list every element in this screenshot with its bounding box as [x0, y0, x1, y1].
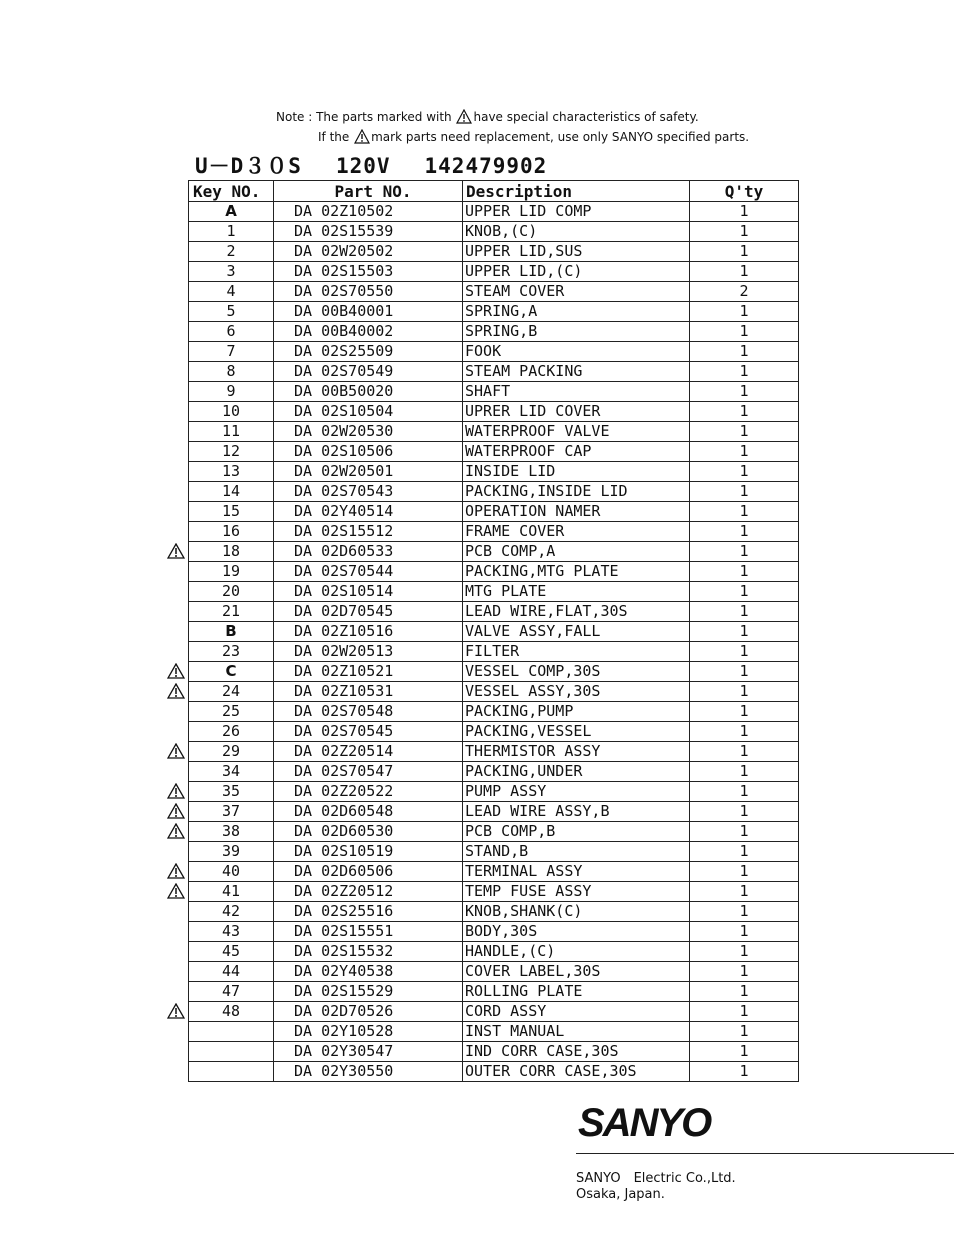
part-no-cell: DA 02S70550 — [274, 282, 463, 302]
part-no-cell: DA 02Z20512 — [274, 882, 463, 902]
model-name: U－D３０S — [195, 154, 302, 178]
key-no-cell: 10 — [189, 402, 274, 422]
description-cell: UPRER LID COVER — [463, 402, 690, 422]
warning-triangle-icon — [167, 863, 185, 879]
key-no-cell: 2 — [189, 242, 274, 262]
part-no-cell: DA 02S70543 — [274, 482, 463, 502]
note-line1-after: have special characteristics of safety. — [473, 110, 699, 124]
qty-cell: 1 — [690, 222, 799, 242]
part-no-cell: DA 02Z20514 — [274, 742, 463, 762]
note-line1-before: Note : The parts marked with — [276, 110, 456, 124]
key-no-cell: 8 — [189, 362, 274, 382]
header-qty: Q'ty — [690, 181, 799, 202]
description-cell: LEAD WIRE,FLAT,30S — [463, 602, 690, 622]
description-cell: PACKING,UNDER — [463, 762, 690, 782]
description-cell: PACKING,PUMP — [463, 702, 690, 722]
warning-triangle-icon — [354, 129, 370, 144]
key-no-cell: 14 — [189, 482, 274, 502]
svg-text:SANYO: SANYO — [578, 1101, 711, 1144]
description-cell: FILTER — [463, 642, 690, 662]
key-no-cell: B — [189, 622, 274, 642]
table-row — [189, 322, 799, 342]
key-no-cell: 45 — [189, 942, 274, 962]
description-cell: PACKING,INSIDE LID — [463, 482, 690, 502]
key-no-cell: 37 — [189, 802, 274, 822]
warning-triangle-icon — [456, 109, 472, 124]
key-no-cell — [189, 1042, 274, 1062]
table-row — [189, 982, 799, 1002]
qty-cell: 1 — [690, 762, 799, 782]
part-no-cell: DA 00B40001 — [274, 302, 463, 322]
table-row — [189, 902, 799, 922]
key-no-cell: 1 — [189, 222, 274, 242]
model-heading — [195, 150, 547, 180]
key-no-cell: 34 — [189, 762, 274, 782]
key-no-cell: C — [189, 662, 274, 682]
part-no-cell: DA 02S70547 — [274, 762, 463, 782]
key-no-cell: 3 — [189, 262, 274, 282]
safety-note-line-2 — [318, 129, 749, 144]
table-row — [189, 822, 799, 842]
qty-cell: 1 — [690, 722, 799, 742]
header-description: Description — [463, 181, 690, 202]
description-cell: FRAME COVER — [463, 522, 690, 542]
table-row — [189, 422, 799, 442]
part-no-cell: DA 02W20502 — [274, 242, 463, 262]
key-no-cell: 48 — [189, 1002, 274, 1022]
description-cell: SPRING,B — [463, 322, 690, 342]
part-no-cell: DA 02S25516 — [274, 902, 463, 922]
key-no-cell: 26 — [189, 722, 274, 742]
company-name: SANYO Electric Co.,Ltd. — [576, 1171, 736, 1186]
qty-cell: 1 — [690, 522, 799, 542]
safety-marks-column — [167, 180, 187, 1080]
parts-table-body — [189, 202, 799, 1082]
warning-triangle-icon — [167, 1003, 185, 1019]
qty-cell: 1 — [690, 502, 799, 522]
part-no-cell: DA 02S15551 — [274, 922, 463, 942]
warning-triangle-icon — [167, 803, 185, 819]
part-no-cell: DA 02D70545 — [274, 602, 463, 622]
description-cell: STAND,B — [463, 842, 690, 862]
description-cell: INSIDE LID — [463, 462, 690, 482]
qty-cell: 2 — [690, 282, 799, 302]
table-row — [189, 482, 799, 502]
table-row — [189, 542, 799, 562]
qty-cell: 1 — [690, 342, 799, 362]
part-no-cell: DA 02Z10502 — [274, 202, 463, 222]
key-no-cell: 44 — [189, 962, 274, 982]
part-no-cell: DA 02D60530 — [274, 822, 463, 842]
qty-cell: 1 — [690, 1022, 799, 1042]
part-no-cell: DA 00B40002 — [274, 322, 463, 342]
key-no-cell: 25 — [189, 702, 274, 722]
description-cell: WATERPROOF CAP — [463, 442, 690, 462]
part-no-cell: DA 02D60548 — [274, 802, 463, 822]
key-no-cell: 18 — [189, 542, 274, 562]
table-row — [189, 582, 799, 602]
table-row — [189, 622, 799, 642]
part-no-cell: DA 02W20501 — [274, 462, 463, 482]
table-row — [189, 502, 799, 522]
description-cell: HANDLE,(C) — [463, 942, 690, 962]
table-row — [189, 722, 799, 742]
qty-cell: 1 — [690, 362, 799, 382]
part-no-cell: DA 02D60533 — [274, 542, 463, 562]
table-row — [189, 782, 799, 802]
qty-cell: 1 — [690, 982, 799, 1002]
table-row — [189, 802, 799, 822]
description-cell: ROLLING PLATE — [463, 982, 690, 1002]
part-no-cell: DA 02S70544 — [274, 562, 463, 582]
table-row — [189, 342, 799, 362]
key-no-cell — [189, 1062, 274, 1082]
note-line2-after: mark parts need replacement, use only SANYO specified parts. — [371, 130, 750, 144]
qty-cell: 1 — [690, 662, 799, 682]
key-no-cell — [189, 1022, 274, 1042]
key-no-cell: 20 — [189, 582, 274, 602]
part-no-cell: DA 02S15503 — [274, 262, 463, 282]
part-no-cell: DA 02Z20522 — [274, 782, 463, 802]
part-no-cell: DA 02S10519 — [274, 842, 463, 862]
description-cell: UPPER LID,SUS — [463, 242, 690, 262]
key-no-cell: 12 — [189, 442, 274, 462]
header-part-no: Part NO. — [274, 181, 463, 202]
table-row — [189, 362, 799, 382]
part-no-cell: DA 02Y30550 — [274, 1062, 463, 1082]
table-row — [189, 1042, 799, 1062]
table-row — [189, 1022, 799, 1042]
warning-triangle-icon — [167, 883, 185, 899]
part-no-cell: DA 02Z10516 — [274, 622, 463, 642]
part-no-cell: DA 02Y10528 — [274, 1022, 463, 1042]
qty-cell: 1 — [690, 1042, 799, 1062]
table-row — [189, 282, 799, 302]
qty-cell: 1 — [690, 482, 799, 502]
qty-cell: 1 — [690, 802, 799, 822]
table-row — [189, 842, 799, 862]
qty-cell: 1 — [690, 922, 799, 942]
key-no-cell: 35 — [189, 782, 274, 802]
table-row — [189, 942, 799, 962]
parts-list-table — [188, 180, 799, 1082]
description-cell: WATERPROOF VALVE — [463, 422, 690, 442]
warning-triangle-icon — [167, 543, 185, 559]
description-cell: KNOB,SHANK(C) — [463, 902, 690, 922]
qty-cell: 1 — [690, 882, 799, 902]
qty-cell: 1 — [690, 242, 799, 262]
table-row — [189, 742, 799, 762]
key-no-cell: A — [189, 202, 274, 222]
description-cell: VALVE ASSY,FALL — [463, 622, 690, 642]
key-no-cell: 38 — [189, 822, 274, 842]
table-row — [189, 262, 799, 282]
model-code: 142479902 — [424, 154, 548, 178]
qty-cell: 1 — [690, 702, 799, 722]
key-no-cell: 43 — [189, 922, 274, 942]
description-cell: UPPER LID COMP — [463, 202, 690, 222]
part-no-cell: DA 02S15539 — [274, 222, 463, 242]
table-row — [189, 402, 799, 422]
qty-cell: 1 — [690, 582, 799, 602]
qty-cell: 1 — [690, 302, 799, 322]
description-cell: PCB COMP,B — [463, 822, 690, 842]
part-no-cell: DA 02S10514 — [274, 582, 463, 602]
warning-triangle-icon — [167, 743, 185, 759]
key-no-cell: 29 — [189, 742, 274, 762]
part-no-cell: DA 02Z10531 — [274, 682, 463, 702]
description-cell: IND CORR CASE,30S — [463, 1042, 690, 1062]
part-no-cell: DA 02S10504 — [274, 402, 463, 422]
table-row — [189, 962, 799, 982]
key-no-cell: 21 — [189, 602, 274, 622]
key-no-cell: 39 — [189, 842, 274, 862]
table-row — [189, 682, 799, 702]
description-cell: PACKING,VESSEL — [463, 722, 690, 742]
part-no-cell: DA 02S70549 — [274, 362, 463, 382]
part-no-cell: DA 02S70548 — [274, 702, 463, 722]
key-no-cell: 47 — [189, 982, 274, 1002]
part-no-cell: DA 02S25509 — [274, 342, 463, 362]
description-cell: COVER LABEL,30S — [463, 962, 690, 982]
qty-cell: 1 — [690, 322, 799, 342]
part-no-cell: DA 02D60506 — [274, 862, 463, 882]
key-no-cell: 6 — [189, 322, 274, 342]
qty-cell: 1 — [690, 562, 799, 582]
key-no-cell: 5 — [189, 302, 274, 322]
description-cell: KNOB,(C) — [463, 222, 690, 242]
sanyo-logo — [576, 1100, 718, 1144]
key-no-cell: 41 — [189, 882, 274, 902]
part-no-cell: DA 02W20530 — [274, 422, 463, 442]
table-row — [189, 202, 799, 222]
part-no-cell: DA 02W20513 — [274, 642, 463, 662]
qty-cell: 1 — [690, 542, 799, 562]
part-no-cell: DA 02S15532 — [274, 942, 463, 962]
table-row — [189, 1002, 799, 1022]
description-cell: INST MANUAL — [463, 1022, 690, 1042]
part-no-cell: DA 02S15512 — [274, 522, 463, 542]
description-cell: BODY,30S — [463, 922, 690, 942]
description-cell: SHAFT — [463, 382, 690, 402]
table-row — [189, 702, 799, 722]
qty-cell: 1 — [690, 422, 799, 442]
footer-divider — [576, 1153, 954, 1154]
description-cell: TERMINAL ASSY — [463, 862, 690, 882]
qty-cell: 1 — [690, 262, 799, 282]
part-no-cell: DA 02D70526 — [274, 1002, 463, 1022]
header-key-no: Key NO. — [189, 181, 274, 202]
part-no-cell: DA 02S10506 — [274, 442, 463, 462]
qty-cell: 1 — [690, 382, 799, 402]
description-cell: OPERATION NAMER — [463, 502, 690, 522]
warning-triangle-icon — [167, 823, 185, 839]
description-cell: OUTER CORR CASE,30S — [463, 1062, 690, 1082]
warning-triangle-icon — [167, 663, 185, 679]
qty-cell: 1 — [690, 202, 799, 222]
table-row — [189, 222, 799, 242]
table-row — [189, 922, 799, 942]
part-no-cell: DA 02S15529 — [274, 982, 463, 1002]
key-no-cell: 15 — [189, 502, 274, 522]
description-cell: STEAM COVER — [463, 282, 690, 302]
table-row — [189, 882, 799, 902]
part-no-cell: DA 00B50020 — [274, 382, 463, 402]
description-cell: PACKING,MTG PLATE — [463, 562, 690, 582]
qty-cell: 1 — [690, 642, 799, 662]
key-no-cell: 9 — [189, 382, 274, 402]
table-header-row — [189, 181, 799, 202]
qty-cell: 1 — [690, 622, 799, 642]
safety-note-line-1 — [276, 109, 699, 124]
qty-cell: 1 — [690, 602, 799, 622]
qty-cell: 1 — [690, 442, 799, 462]
table-row — [189, 642, 799, 662]
description-cell: CORD ASSY — [463, 1002, 690, 1022]
description-cell: SPRING,A — [463, 302, 690, 322]
key-no-cell: 11 — [189, 422, 274, 442]
table-row — [189, 382, 799, 402]
description-cell: UPPER LID,(C) — [463, 262, 690, 282]
qty-cell: 1 — [690, 742, 799, 762]
table-row — [189, 302, 799, 322]
key-no-cell: 4 — [189, 282, 274, 302]
table-row — [189, 662, 799, 682]
table-row — [189, 602, 799, 622]
qty-cell: 1 — [690, 1062, 799, 1082]
warning-triangle-icon — [167, 683, 185, 699]
table-row — [189, 862, 799, 882]
qty-cell: 1 — [690, 822, 799, 842]
table-row — [189, 242, 799, 262]
description-cell: PCB COMP,A — [463, 542, 690, 562]
key-no-cell: 23 — [189, 642, 274, 662]
key-no-cell: 42 — [189, 902, 274, 922]
description-cell: PUMP ASSY — [463, 782, 690, 802]
part-no-cell: DA 02Z10521 — [274, 662, 463, 682]
part-no-cell: DA 02S70545 — [274, 722, 463, 742]
description-cell: FOOK — [463, 342, 690, 362]
description-cell: VESSEL ASSY,30S — [463, 682, 690, 702]
qty-cell: 1 — [690, 462, 799, 482]
qty-cell: 1 — [690, 682, 799, 702]
qty-cell: 1 — [690, 402, 799, 422]
key-no-cell: 19 — [189, 562, 274, 582]
table-row — [189, 762, 799, 782]
description-cell: VESSEL COMP,30S — [463, 662, 690, 682]
part-no-cell: DA 02Y40514 — [274, 502, 463, 522]
qty-cell: 1 — [690, 962, 799, 982]
qty-cell: 1 — [690, 842, 799, 862]
qty-cell: 1 — [690, 862, 799, 882]
key-no-cell: 24 — [189, 682, 274, 702]
key-no-cell: 13 — [189, 462, 274, 482]
warning-triangle-icon — [167, 783, 185, 799]
model-voltage: 120V — [335, 154, 391, 178]
table-row — [189, 522, 799, 542]
note-line2-before: If the — [318, 130, 354, 144]
qty-cell: 1 — [690, 902, 799, 922]
description-cell: STEAM PACKING — [463, 362, 690, 382]
key-no-cell: 16 — [189, 522, 274, 542]
key-no-cell: 40 — [189, 862, 274, 882]
company-location: Osaka, Japan. — [576, 1187, 665, 1202]
table-row — [189, 462, 799, 482]
table-row — [189, 562, 799, 582]
key-no-cell: 7 — [189, 342, 274, 362]
description-cell: TEMP FUSE ASSY — [463, 882, 690, 902]
description-cell: LEAD WIRE ASSY,B — [463, 802, 690, 822]
qty-cell: 1 — [690, 782, 799, 802]
description-cell: MTG PLATE — [463, 582, 690, 602]
part-no-cell: DA 02Y30547 — [274, 1042, 463, 1062]
qty-cell: 1 — [690, 1002, 799, 1022]
table-row — [189, 442, 799, 462]
qty-cell: 1 — [690, 942, 799, 962]
table-row — [189, 1062, 799, 1082]
part-no-cell: DA 02Y40538 — [274, 962, 463, 982]
description-cell: THERMISTOR ASSY — [463, 742, 690, 762]
sanyo-logo-image — [576, 1100, 718, 1144]
